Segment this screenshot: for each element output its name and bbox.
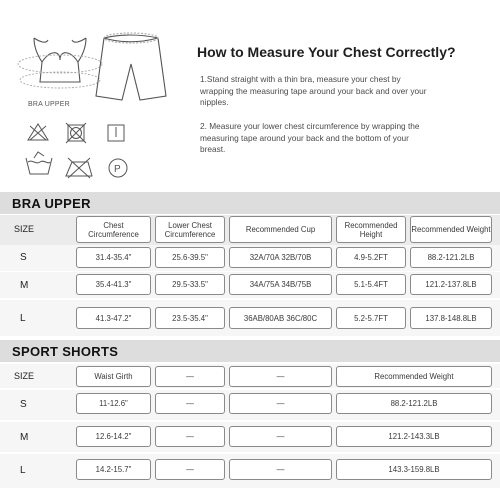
table-cell: — bbox=[155, 459, 225, 480]
shorts-header-weight: Recommended Weight bbox=[336, 366, 492, 387]
table-cell: — bbox=[155, 426, 225, 447]
page-title: How to Measure Your Chest Correctly? bbox=[197, 44, 456, 60]
shorts-header-empty: — bbox=[155, 366, 225, 387]
bra-header-weight: Recommended Weight bbox=[410, 216, 492, 243]
table-cell: 35.4-41.3" bbox=[76, 274, 151, 295]
table-cell: 88.2-121.2LB bbox=[336, 393, 492, 414]
hand-wash-icon bbox=[26, 152, 52, 174]
table-cell: 36AB/80AB 36C/80C bbox=[229, 307, 332, 329]
instruction-step-2: 2. Measure your lower chest circumference by wrapping the measuring tape around your back and the bottom of your breast. bbox=[200, 121, 420, 155]
bra-caption: BRA UPPER bbox=[28, 101, 70, 108]
table-cell: 29.5-33.5" bbox=[155, 274, 225, 295]
hang-dry-icon bbox=[108, 125, 124, 141]
table-cell: 5.1-5.4FT bbox=[336, 274, 406, 295]
shorts-icon bbox=[96, 33, 166, 100]
table-cell: — bbox=[229, 459, 332, 480]
shorts-header-empty: — bbox=[229, 366, 332, 387]
bra-size-m: M bbox=[20, 280, 29, 291]
table-cell: 121.2-137.8LB bbox=[410, 274, 492, 295]
table-cell: 23.5-35.4" bbox=[155, 307, 225, 329]
table-cell: 31.4-35.4" bbox=[76, 247, 151, 268]
table-cell: 137.8-148.8LB bbox=[410, 307, 492, 329]
table-cell: 41.3-47.2" bbox=[76, 307, 151, 329]
bra-header-chest: Chest Circumference bbox=[76, 216, 151, 243]
instruction-step-1: 1.Stand straight with a thin bra, measure your chest by wrapping the measuring tape around your back and over your nipples. bbox=[200, 74, 427, 108]
svg-text:P: P bbox=[114, 164, 121, 175]
shorts-size-s: S bbox=[20, 399, 27, 410]
table-cell: 121.2-143.3LB bbox=[336, 426, 492, 447]
table-cell: — bbox=[229, 426, 332, 447]
shorts-header-waist: Waist Girth bbox=[76, 366, 151, 387]
sport-shorts-title: SPORT SHORTS bbox=[12, 344, 119, 359]
bra-size-l: L bbox=[20, 313, 26, 324]
table-cell: 143.3-159.8LB bbox=[336, 459, 492, 480]
table-cell: 14.2-15.7" bbox=[76, 459, 151, 480]
table-cell: 12.6-14.2" bbox=[76, 426, 151, 447]
bra-upper-title: BRA UPPER bbox=[12, 196, 91, 211]
bra-header-height: Recommended Height bbox=[336, 216, 406, 243]
shorts-size-header: SIZE bbox=[14, 371, 35, 381]
table-cell: — bbox=[229, 393, 332, 414]
shorts-size-m: M bbox=[20, 432, 29, 443]
bra-header-lower-chest: Lower Chest Circumference bbox=[155, 216, 225, 243]
table-cell: 11-12.6" bbox=[76, 393, 151, 414]
table-cell: 4.9-5.2FT bbox=[336, 247, 406, 268]
do-not-iron-icon bbox=[66, 158, 92, 178]
bra-header-cup: Recommended Cup bbox=[229, 216, 332, 243]
dry-clean-p-icon bbox=[109, 159, 127, 177]
bra-icon bbox=[34, 38, 86, 82]
no-bleach-icon bbox=[28, 124, 48, 140]
shorts-size-l: L bbox=[20, 465, 26, 476]
table-cell: 5.2-5.7FT bbox=[336, 307, 406, 329]
table-cell: 88.2-121.2LB bbox=[410, 247, 492, 268]
table-cell: 25.6-39.5" bbox=[155, 247, 225, 268]
bra-size-header: SIZE bbox=[14, 224, 35, 234]
bra-size-s: S bbox=[20, 252, 27, 263]
table-cell: 34A/75A 34B/75B bbox=[229, 274, 332, 295]
do-not-tumble-dry-icon bbox=[66, 123, 86, 143]
table-cell: 32A/70A 32B/70B bbox=[229, 247, 332, 268]
table-cell: — bbox=[155, 393, 225, 414]
care-symbols bbox=[22, 122, 142, 182]
